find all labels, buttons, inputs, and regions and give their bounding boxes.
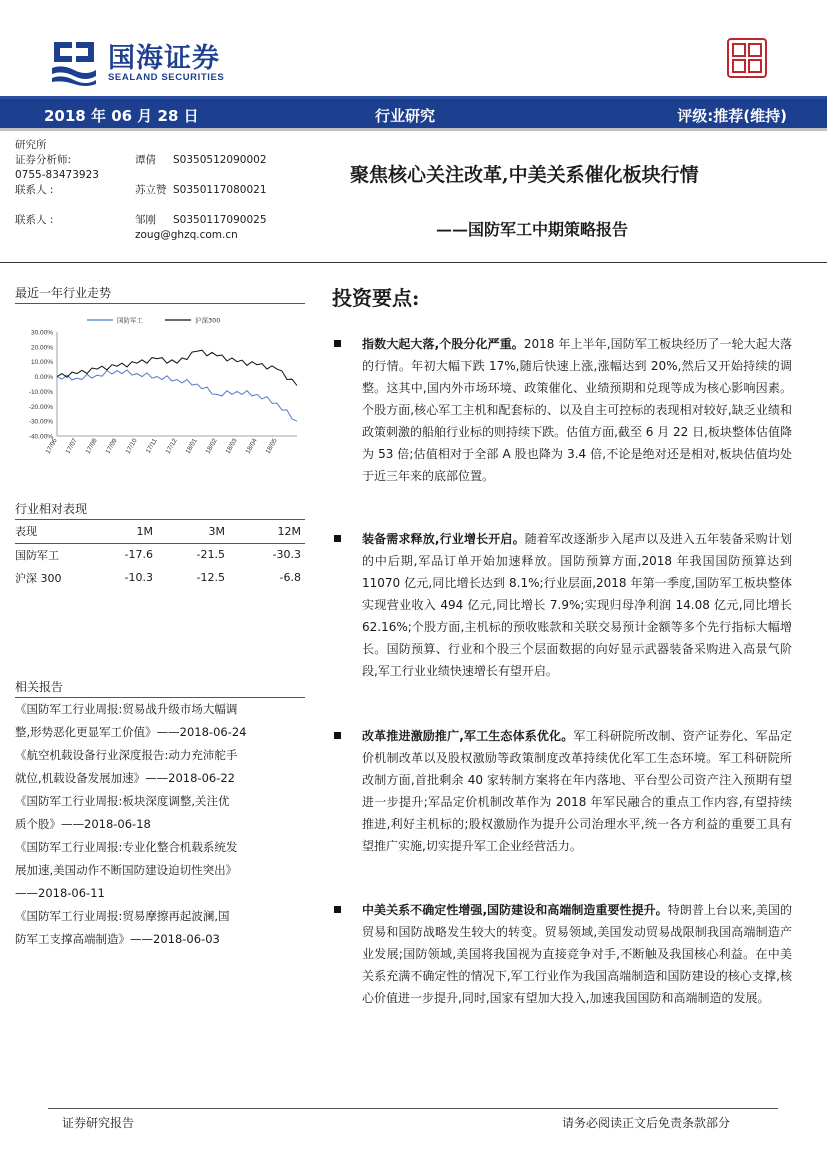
row-label: 沪深 300 <box>15 571 62 585</box>
x-tick-label: 18/02 <box>204 437 219 456</box>
series-line-hs300 <box>57 350 297 385</box>
bullet-icon <box>334 906 341 913</box>
point-head: 改革推进激励推广,军工生态体系优化。 <box>362 729 574 743</box>
x-tick-label: 17/10 <box>124 437 139 456</box>
section-divider <box>0 262 827 263</box>
y-tick-label: 0.00% <box>34 374 53 382</box>
point-body: 2018 年上半年,国防军工板块经历了一轮大起大落的行情。年初大幅下跌 17%,随后快速上涨,涨幅达到 20%,然后又开始持续的调整。这其中,国内外市场环境、政策催化、业绩预期和兑现等成为核心影响因素。个股方面,核心军工主机和配套标的、以及自主可控标的表现相对较好,缺乏业绩和政策刺激的船舶行业标的则持续下跌。估值方面,截至 6 月 22 日,板块整体估值降为 53 倍;估值相对于全部 A 股也降为 3.4 倍,不论是绝对还是相对,板块估值均处于近三年来的底部位置。 <box>362 337 792 483</box>
bullet-icon <box>334 535 341 542</box>
related-line[interactable]: 《国防军工行业周报:板块深度调整,关注优 <box>15 794 230 808</box>
related-line[interactable]: 《国防军工行业周报:专业化整合机载系统发 <box>15 840 238 854</box>
perf-label: 行业相对表现 <box>15 502 88 516</box>
sealand-logo <box>48 32 308 92</box>
related-reports <box>15 698 310 951</box>
y-tick-label: -30.00% <box>28 418 53 426</box>
y-tick-label: 10.00% <box>30 359 53 367</box>
col-header: 3M <box>157 520 229 543</box>
research-seal-icon <box>727 38 767 78</box>
header-bar <box>0 96 827 131</box>
col-header: 12M <box>229 520 305 543</box>
cell-value: -30.3 <box>272 548 301 562</box>
cell-value: -10.3 <box>124 571 153 584</box>
x-tick-label: 18/04 <box>244 437 259 456</box>
y-tick-label: 20.00% <box>30 344 53 352</box>
table-row <box>15 566 305 589</box>
footer-right: 请务必阅读正文后免责条款部分 <box>562 1116 731 1130</box>
analyst-row: 证券分析师: 谭倩 S0350512090002 <box>15 154 267 166</box>
point-body: 随着军改逐渐步入尾声以及进入五年装备采购计划的中后期,军品订单开始加速释放。国防预算方面,2018 年我国国防预算达到 11070 亿元,同比增长达到 8.1%;行业层面,2018 年第一季度,国防军工板块整体实现营业收入 494 亿元,同比增长 7.9%;实现归母净利润 14.08 亿元,同比增长 62.16%;个股方面,主机标的预收账款和关联交易预计金额等多个先行指标大幅增长。国防预算、行业和个股三个层面数据的向好显示武器装备采购进入高景气阶段,军工行业业绩快速增长有望开启。 <box>362 532 792 678</box>
analyst-row: 联系人 : 邹刚 S0350117090025 <box>15 214 267 226</box>
related-line[interactable]: ——2018-06-11 <box>15 886 105 900</box>
x-tick-label: 17/09 <box>104 437 119 456</box>
trend-chart <box>15 312 305 472</box>
report-type: 行业研究 <box>375 107 436 125</box>
footer-rule <box>48 1108 778 1109</box>
x-tick-label: 17/11 <box>144 437 159 455</box>
x-tick-label: 17/07 <box>64 437 79 456</box>
invest-point <box>362 528 792 682</box>
analyst-row <box>15 228 305 243</box>
related-line[interactable]: 整,形势恶化更显军工价值》——2018-06-24 <box>15 725 247 739</box>
related-line[interactable]: 《航空机载设备行业深度报告:动力充沛舵手 <box>15 748 238 762</box>
point-head: 指数大起大落,个股分化严重。 <box>362 337 524 351</box>
report-subtitle: ——国防军工中期策略报告 <box>436 220 629 239</box>
cell-value: -21.5 <box>196 548 225 562</box>
point-body: 特朗普上台以来,美国的贸易和国防战略发生较大的转变。贸易领域,美国发动贸易战限制我国高端制造产业发展;国防领域,美国将我国视为直接竞争对手,不断触及我国核心利益。在中美关系充满不确定性的情况下,军工行业作为我国高端制造和国防建设的核心支撑,核心价值进一步提升,同时,国家有望加大投入,加速我国国防和高端制造的发展。 <box>362 903 792 1005</box>
related-label: 相关报告 <box>15 680 64 694</box>
cell-value: -6.8 <box>279 571 301 584</box>
x-tick-label: 17/08 <box>84 437 99 456</box>
series-line-defense <box>57 370 297 421</box>
col-header: 表现 <box>15 520 97 543</box>
dept-label: 研究所 <box>15 139 47 151</box>
report-title: 聚焦核心关注改革,中美关系催化板块行情 <box>350 164 699 186</box>
x-tick-label: 17/12 <box>164 437 179 456</box>
analyst-info <box>15 138 305 243</box>
point-head: 中美关系不确定性增强,国防建设和高端制造重要性提升。 <box>362 903 668 917</box>
cell-value: -12.5 <box>196 571 225 584</box>
performance-table <box>15 520 305 589</box>
bullet-icon <box>334 732 341 739</box>
row-label: 国防军工 <box>15 548 59 562</box>
legend-label: 国防军工 <box>117 316 143 325</box>
point-body: 军工科研院所改制、资产证券化、军品定价机制改革以及股权激励等政策制度改革持续优化军工生态环境。军工科研院所改制方面,首批剩余 40 家转制方案将在年内落地、平台型公司资产注入预期有望进一步提升;军品定价机制改革作为 2018 年军民融合的重点工作内容,有望持续推进,利好主机标的;股权激励作为提升公司治理水平,统一各方利益的重要工具有望推广实施,切实提升军工企业经营活力。 <box>362 729 792 853</box>
bullet-icon <box>334 340 341 347</box>
footer-left: 证券研究报告 <box>62 1116 135 1130</box>
analyst-email[interactable]: zoug@ghzq.com.cn <box>135 229 238 241</box>
y-tick-label: -20.00% <box>28 403 53 411</box>
table-row <box>15 543 305 566</box>
analyst-row: 联系人 : 苏立赞 S0350117080021 <box>15 184 267 196</box>
logo-en-text: SEALAND SECURITIES <box>108 72 225 83</box>
invest-point <box>362 899 792 1009</box>
related-line[interactable]: 《国防军工行业周报:贸易摩擦再起波澜,国 <box>15 909 230 923</box>
related-line[interactable]: 《国防军工行业周报:贸易战升级市场大幅调 <box>15 702 238 716</box>
sealand-logo-icon <box>48 34 100 86</box>
related-line[interactable]: 防军工支撑高端制造》——2018-06-03 <box>15 932 220 946</box>
y-tick-label: -10.00% <box>28 388 53 396</box>
invest-point <box>362 725 792 857</box>
trend-rule <box>15 303 305 304</box>
trend-label: 最近一年行业走势 <box>15 286 112 300</box>
point-head: 装备需求释放,行业增长开启。 <box>362 532 525 546</box>
related-line[interactable]: 展加速,美国动作不断国防建设迫切性突出》 <box>15 863 238 877</box>
x-tick-label: 18/03 <box>224 437 239 456</box>
related-line[interactable]: 就位,机载设备发展加速》——2018-06-22 <box>15 771 235 785</box>
related-line[interactable]: 质个股》——2018-06-18 <box>15 817 151 831</box>
report-rating: 评级:推荐(维持) <box>677 107 787 125</box>
y-tick-label: 30.00% <box>30 329 53 337</box>
y-tick-label: -40.00% <box>28 433 53 441</box>
x-tick-label: 18/01 <box>184 437 199 456</box>
col-header: 1M <box>97 520 157 543</box>
cell-value: -17.6 <box>124 548 153 562</box>
invest-point <box>362 333 792 487</box>
legend-label: 沪深300 <box>195 316 221 325</box>
invest-title: 投资要点: <box>332 286 420 310</box>
analyst-row: 0755-83473923 <box>15 169 99 181</box>
report-date: 2018 年 06 月 28 日 <box>44 107 199 125</box>
x-tick-label: 17/06 <box>44 437 59 456</box>
x-tick-label: 18/05 <box>264 437 279 456</box>
table-header-row <box>15 520 305 543</box>
logo-cn-text: 国海证券 <box>108 43 220 74</box>
